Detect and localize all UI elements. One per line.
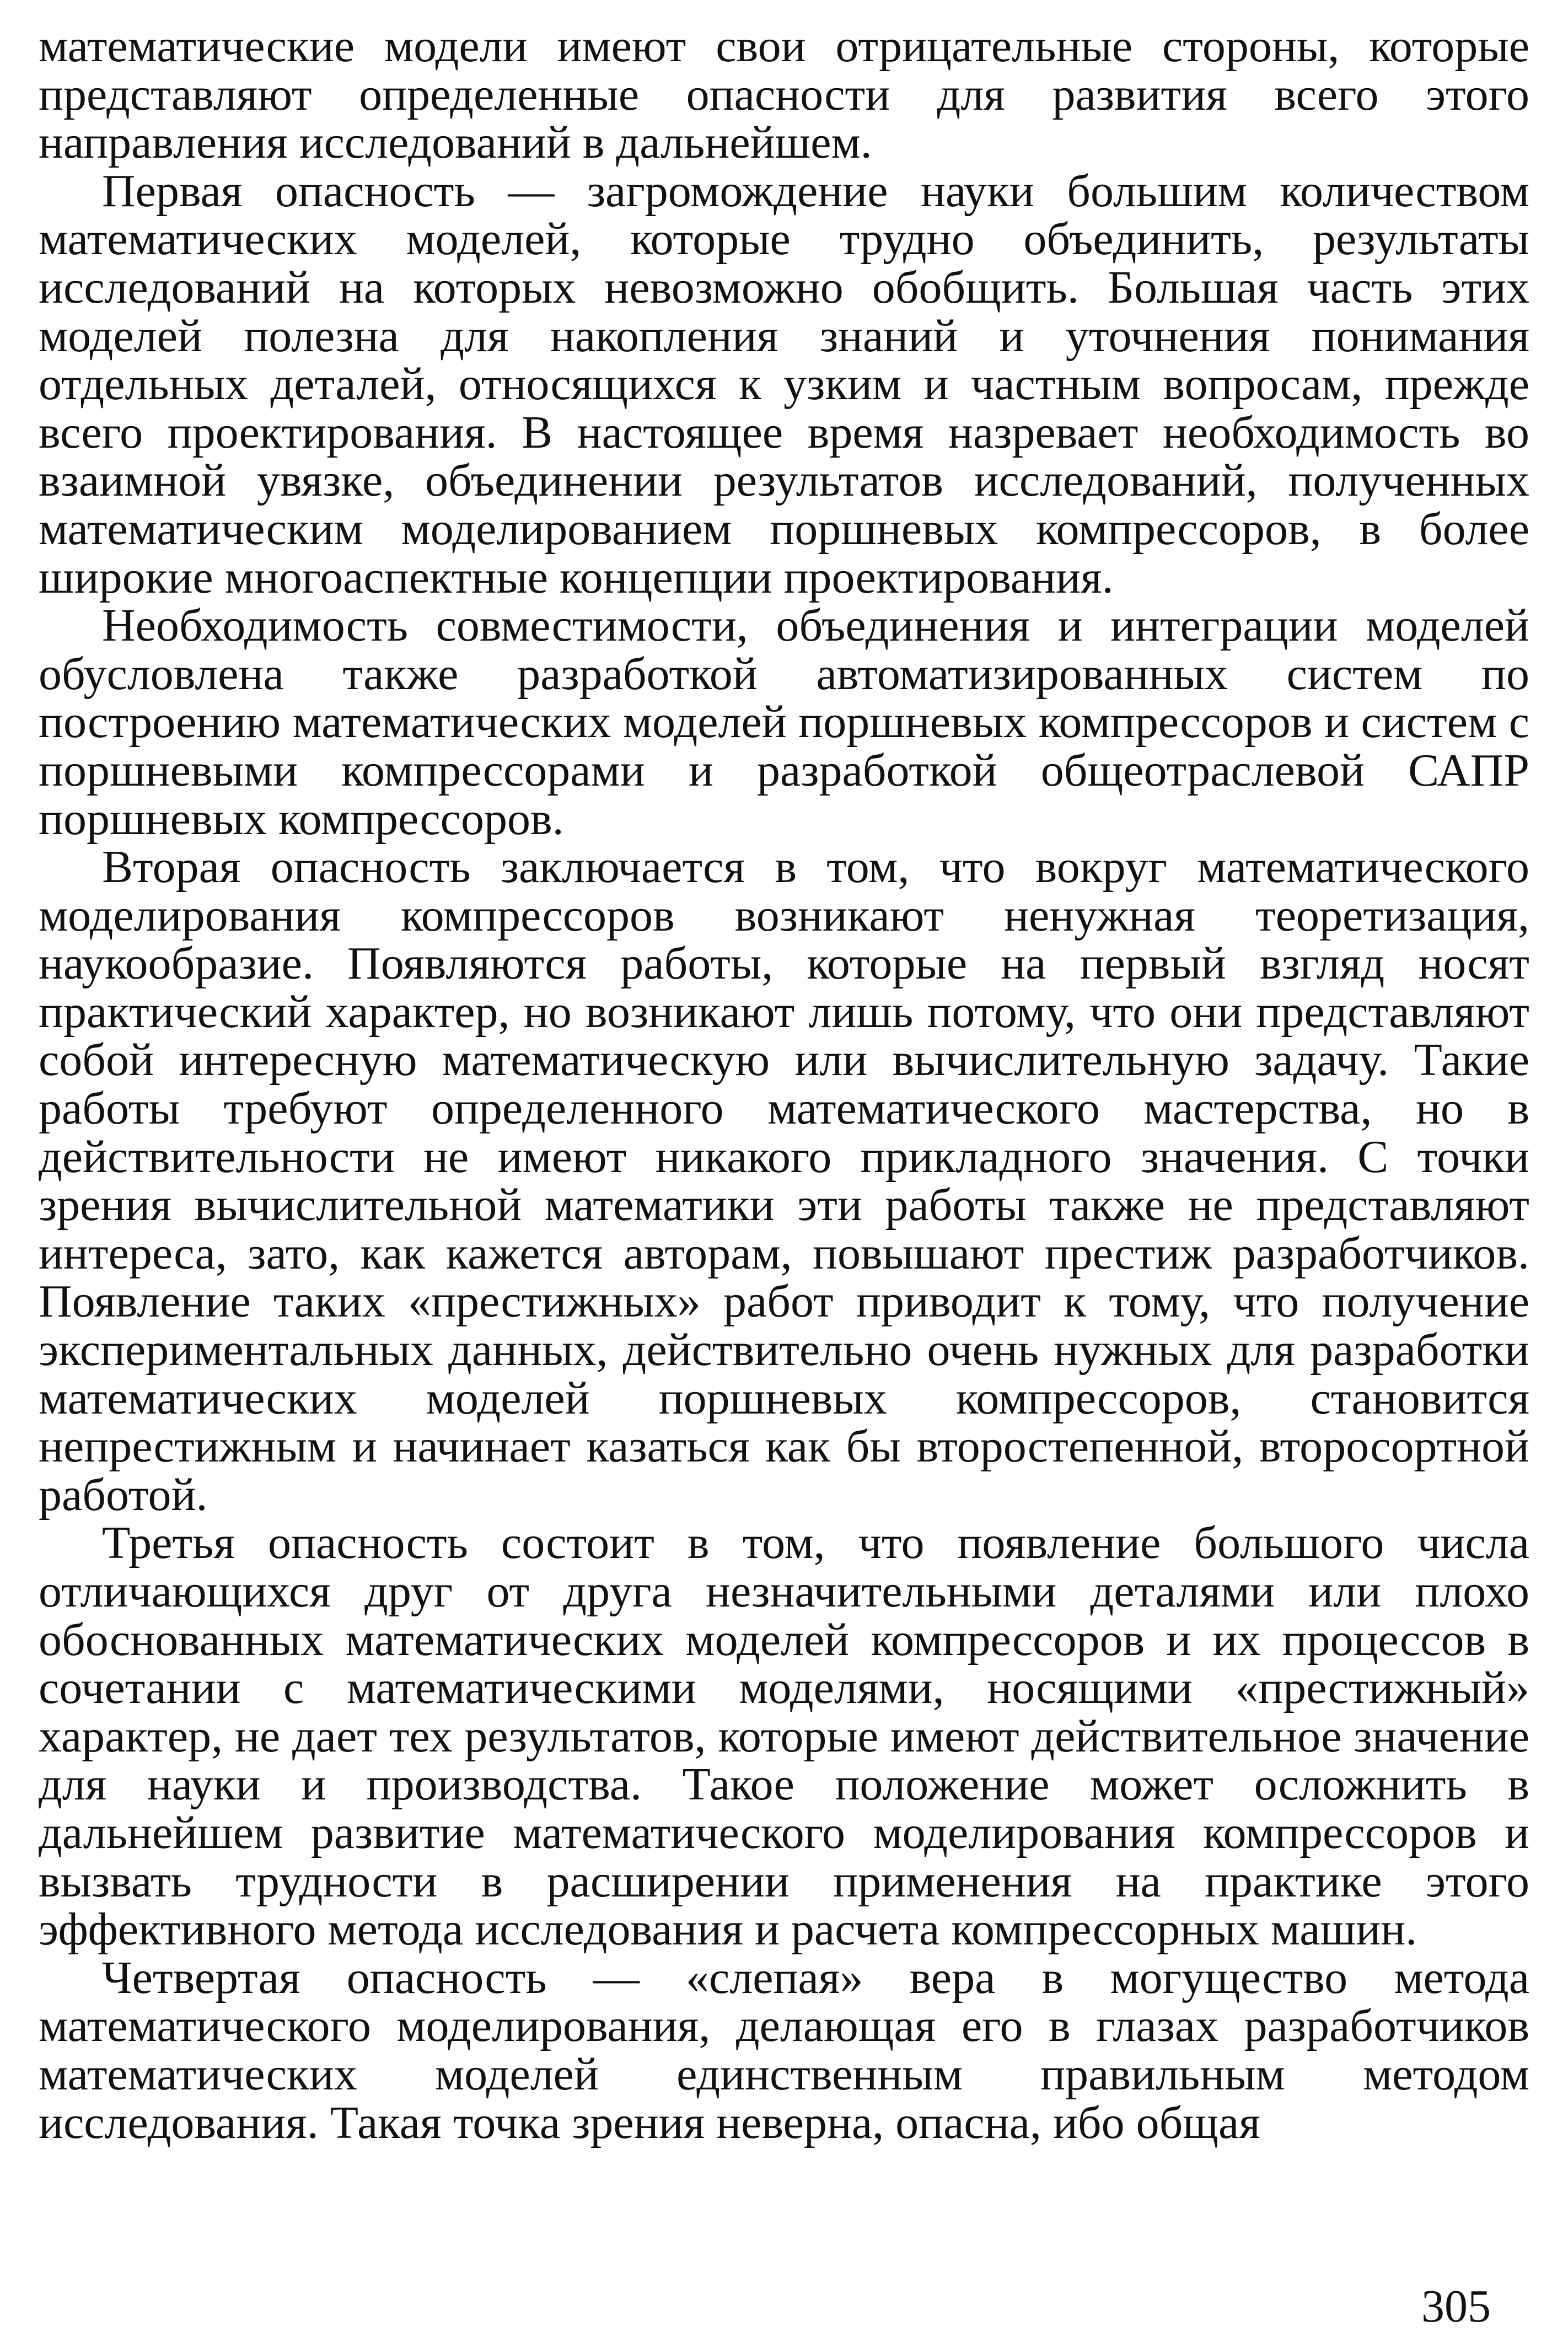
paragraph-fourth-danger: Четвертая опасность — «слепая» вера в могущество метода математического моделирования, делающая его в глазах разработчиков математических моделей единственным правильным методом исследования. Такая точка зрения неверна, опасна, ибо общая — [39, 1952, 1529, 2148]
paragraph-compatibility: Необходимость совместимости, объединения и интеграции моделей обусловлена также разработкой автоматизированных систем по построению математических моделей поршневых компрессоров и систем с поршневыми компрессорами и разработкой общеотраслевой САПР поршневых компрессоров. — [39, 600, 1529, 845]
paragraph-second-danger: Вторая опасность заключается в том, что вокруг математического моделирования компрессоров возникают ненужная теоретизация, наукообразие. Появляются работы, которые на первый взгляд носят практический характер, но возникают лишь потому, что они представляют собой интересную математическую или вычислительную задачу. Такие работы требуют определенного математического мастерства, но в действительности не имеют никакого прикладного значения. С точки зрения вычислительной математики эти работы также не представляют интереса, зато, как кажется авторам, повышают престиж разработчиков. Появление таких «престижных» работ приводит к тому, что получение экспериментальных данных, действительно очень нужных для разработки математических моделей поршневых компрессоров, становится непрестижным и начинает казаться как бы второстепенной, второсортной работой. — [39, 841, 1529, 1520]
book-page — [39, 20, 1529, 2332]
paragraph-first-danger: Первая опасность — загромождение науки большим количеством математических моделей, которые трудно объединить, результаты исследований на которых невозможно обобщить. Большая часть этих моделей полезна для накопления знаний и уточнения понимания отдельных деталей, относящихся к узким и частным вопросам, прежде всего проектирования. В настоящее время назревает необходимость во взаимной увязке, объединении результатов исследований, полученных математическим моделированием поршневых компрессоров, в более широкие многоаспектные концепции проектирования. — [39, 165, 1529, 603]
paragraph-continuation: математические модели имеют свои отрицательные стороны, которые представляют определенные опасности для развития всего этого направления исследований в дальнейшем. — [39, 20, 1529, 169]
paragraph-third-danger: Третья опасность состоит в том, что появление большого числа отличающихся друг от друга незначительными деталями или плохо обоснованных математических моделей компрессоров и их процессов в сочетании с математическими моделями, носящими «престижный» характер, не дает тех результатов, которые имеют действительное значение для науки и производства. Такое положение может осложнить в дальнейшем развитие математического моделирования компрессоров и вызвать трудности в расширении применения на практике этого эффективного метода исследования и расчета компрессорных машин. — [39, 1517, 1529, 1955]
page-number: 305 — [1421, 2281, 1491, 2332]
